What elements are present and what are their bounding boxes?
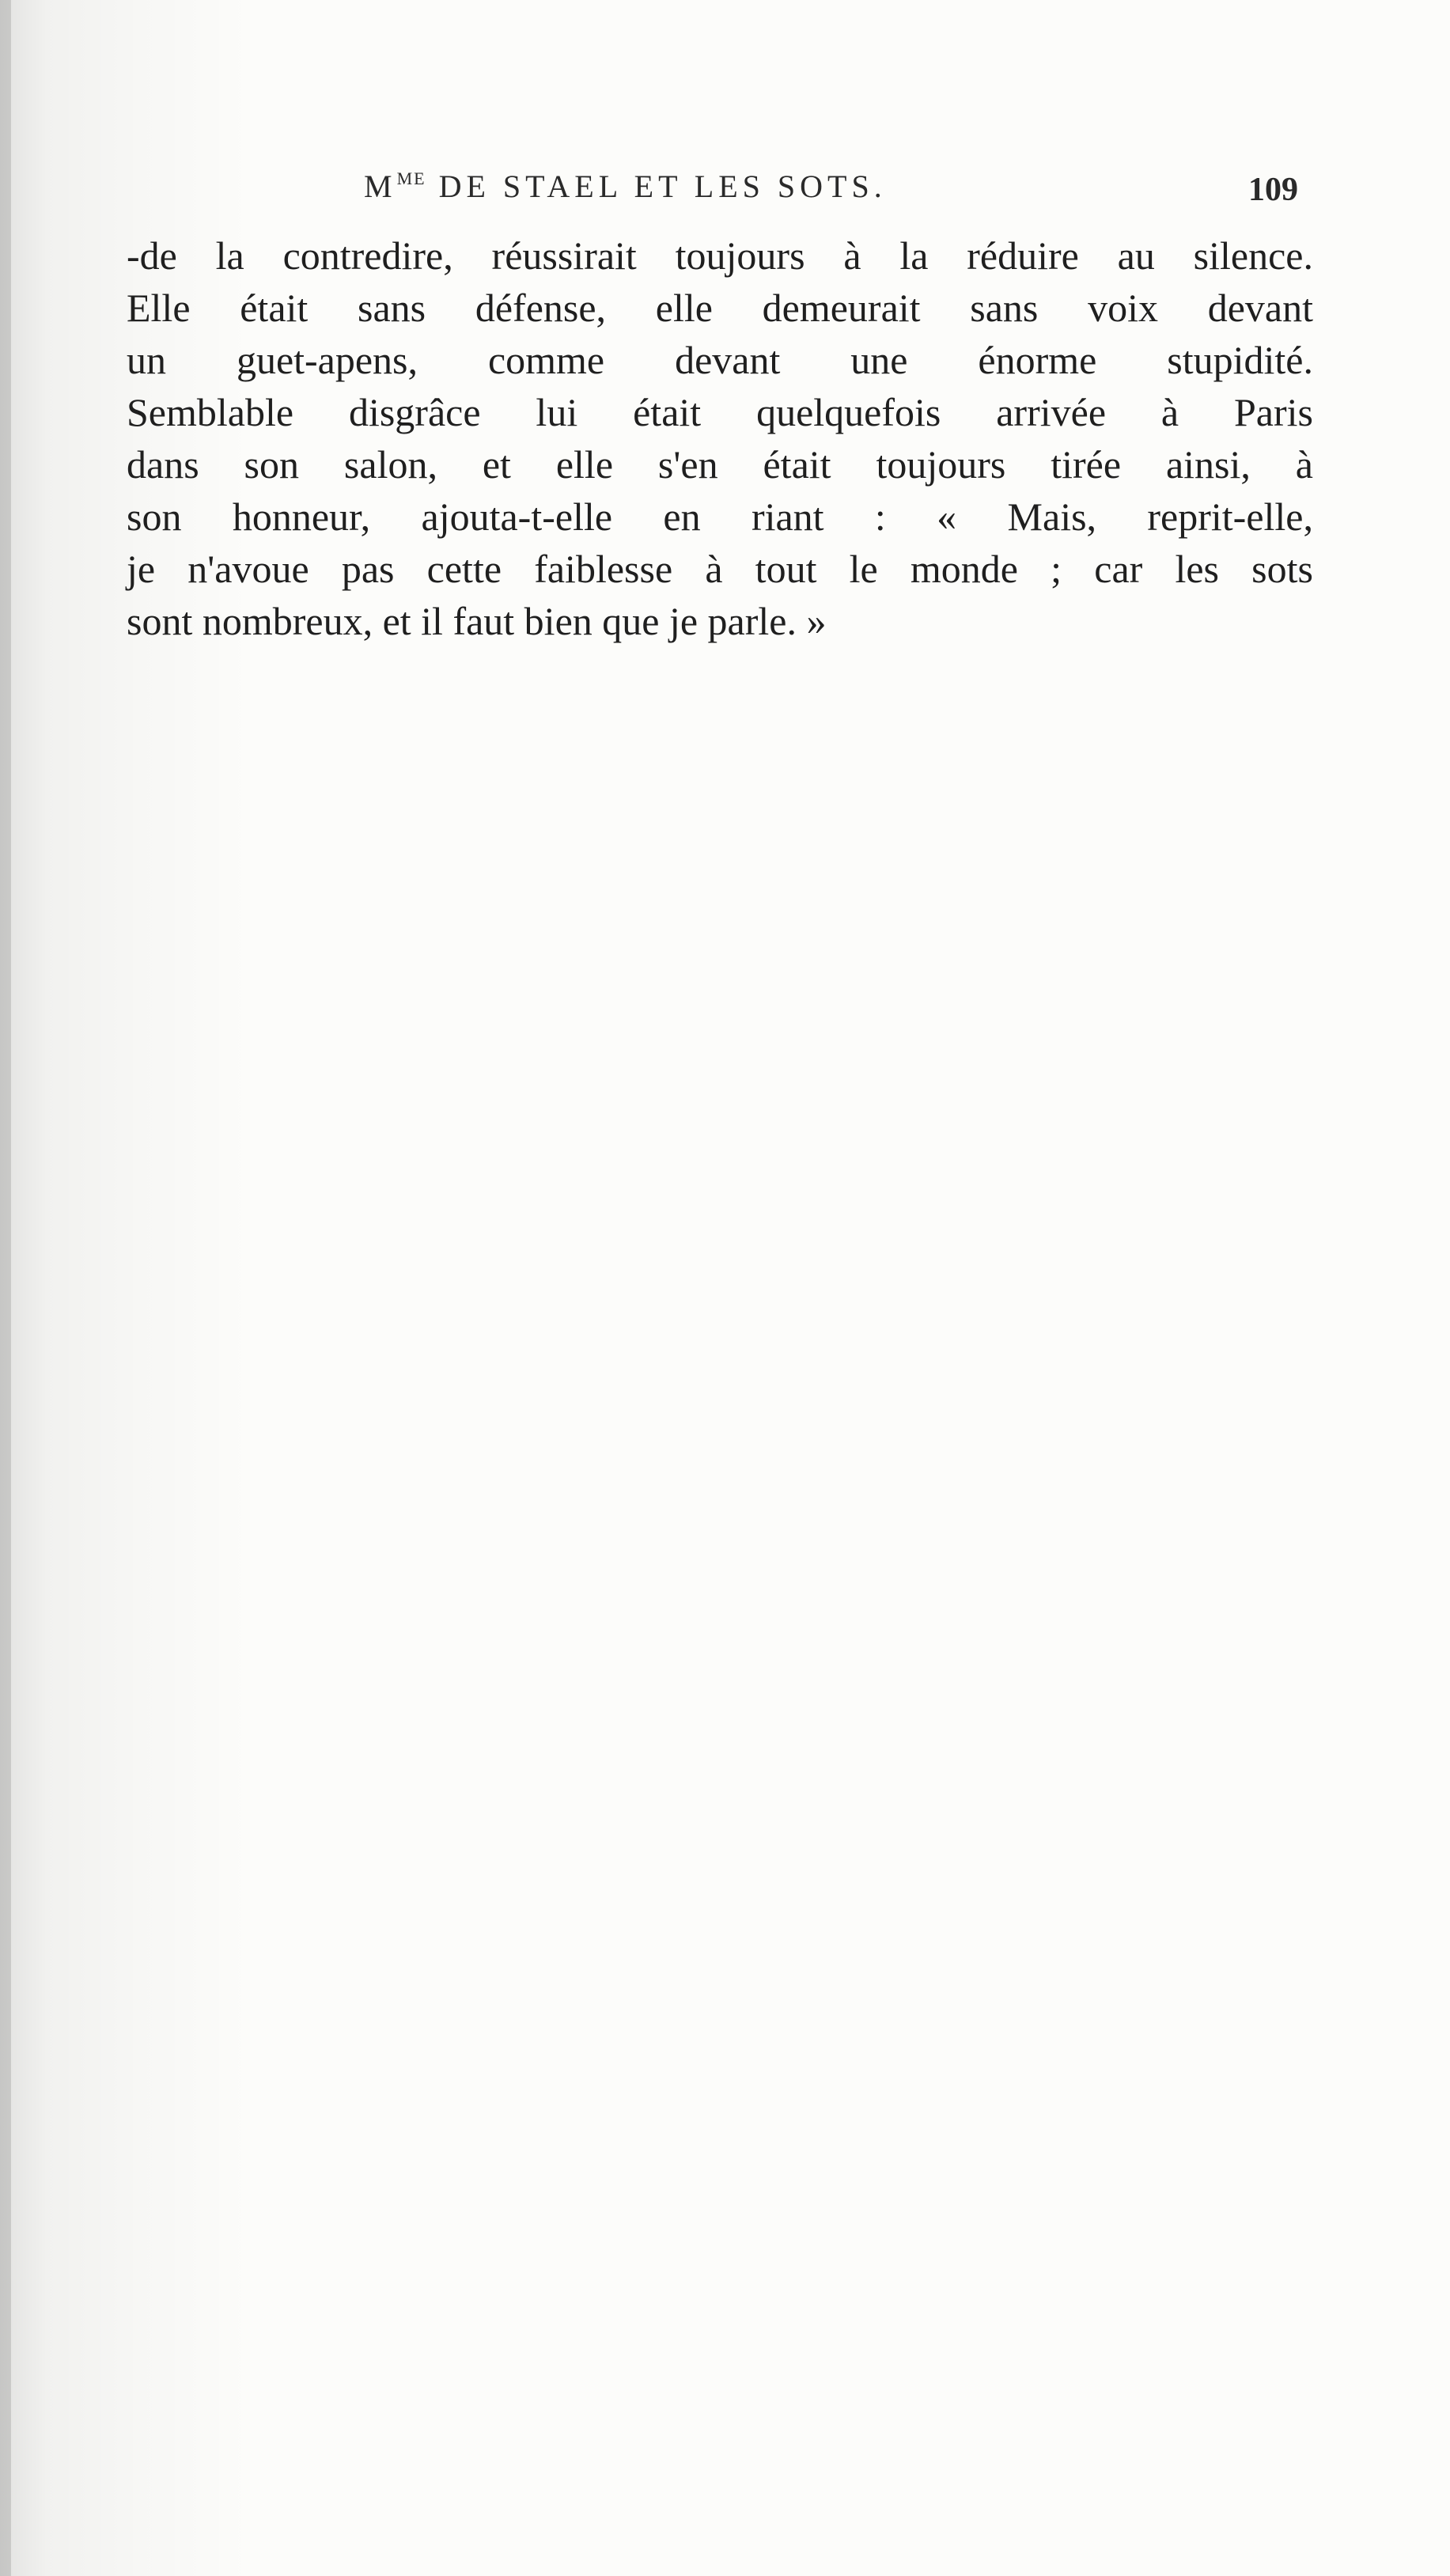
running-head	[0, 168, 1450, 223]
text-line: sont nombreux, et il faut bien que je parle. »	[127, 599, 827, 643]
text-line: son honneur, ajouta-t-elle en riant : « Mais, reprit-elle,	[127, 494, 1313, 539]
text-line: dans son salon, et elle s'en était toujours tirée ainsi, à	[127, 442, 1313, 487]
text-line: je n'avoue pas cette faiblesse à tout le monde ; car les sots	[127, 547, 1313, 591]
text-line: Semblable disgrâce lui était quelquefois arrivée à Paris	[127, 390, 1313, 434]
binding-shadow	[0, 0, 11, 2576]
page-number: 109	[1248, 172, 1298, 208]
text-line: -de la contredire, réussirait toujours à la réduire au silence.	[127, 233, 1313, 278]
text-line: Elle était sans défense, elle demeurait sans voix devant	[127, 286, 1313, 330]
running-head-title: $M^{ME}$ DE STAEL ET LES SOTS.	[364, 169, 887, 204]
body-text	[127, 229, 1313, 647]
text-line: un guet-apens, comme devant une énorme stupidité.	[127, 338, 1313, 382]
